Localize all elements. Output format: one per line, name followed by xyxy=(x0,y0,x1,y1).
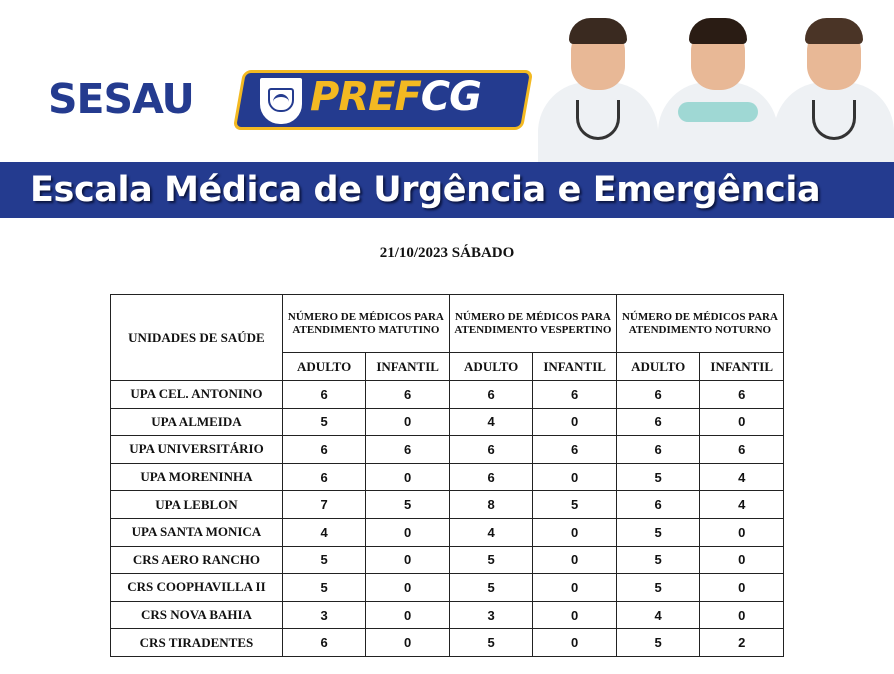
doctor-count-cell: 6 xyxy=(616,381,700,409)
doctor-count-cell: 6 xyxy=(616,491,700,519)
doctor-count-cell: 6 xyxy=(616,436,700,464)
doctor-count-cell: 6 xyxy=(366,381,450,409)
unit-name-cell: CRS COOPHAVILLA II xyxy=(111,574,283,602)
unit-name-cell: UPA LEBLON xyxy=(111,491,283,519)
unit-name-cell: UPA ALMEIDA xyxy=(111,408,283,436)
doctor-count-cell: 0 xyxy=(366,574,450,602)
doctor-count-cell: 0 xyxy=(700,574,784,602)
doctor-count-cell: 2 xyxy=(700,629,784,657)
doctor-count-cell: 3 xyxy=(449,601,533,629)
unit-name-cell: UPA UNIVERSITÁRIO xyxy=(111,436,283,464)
doctor-count-cell: 8 xyxy=(449,491,533,519)
table-row xyxy=(111,381,784,409)
unit-name-cell: UPA SANTA MONICA xyxy=(111,518,283,546)
table-row xyxy=(111,574,784,602)
doctor-count-cell: 0 xyxy=(700,601,784,629)
doctor-count-cell: 0 xyxy=(366,518,450,546)
table-row xyxy=(111,518,784,546)
doctor-count-cell: 6 xyxy=(282,436,366,464)
unit-name-cell: CRS NOVA BAHIA xyxy=(111,601,283,629)
doctor-count-cell: 5 xyxy=(616,574,700,602)
table-row xyxy=(111,601,784,629)
subheader-adulto: ADULTO xyxy=(282,353,366,381)
period-header-matutino: NÚMERO DE MÉDICOS PARA ATENDIMENTO MATUTINO xyxy=(282,295,449,353)
unit-name-cell: UPA CEL. ANTONINO xyxy=(111,381,283,409)
doctor-count-cell: 5 xyxy=(282,574,366,602)
doctor-count-cell: 0 xyxy=(533,463,617,491)
prefcg-logo-text xyxy=(310,74,481,120)
city-crest-icon xyxy=(258,76,304,126)
doctor-count-cell: 0 xyxy=(366,463,450,491)
page-title: Escala Médica de Urgência e Emergência xyxy=(30,170,821,210)
schedule-date: 21/10/2023 SÁBADO xyxy=(379,245,515,261)
unit-column-header: UNIDADES DE SAÚDE xyxy=(111,295,283,381)
subheader-adulto: ADULTO xyxy=(616,353,700,381)
header-banner xyxy=(0,0,894,218)
doctor-figure xyxy=(774,2,894,162)
doctor-count-cell: 6 xyxy=(533,381,617,409)
subheader-infantil: INFANTIL xyxy=(533,353,617,381)
doctor-count-cell: 6 xyxy=(449,381,533,409)
doctors-photo xyxy=(530,0,894,162)
doctor-count-cell: 0 xyxy=(700,546,784,574)
doctor-count-cell: 0 xyxy=(366,546,450,574)
doctor-count-cell: 5 xyxy=(366,491,450,519)
doctor-count-cell: 4 xyxy=(449,518,533,546)
doctor-count-cell: 7 xyxy=(282,491,366,519)
doctor-count-cell: 6 xyxy=(449,463,533,491)
doctor-count-cell: 0 xyxy=(533,546,617,574)
unit-name-cell: UPA MORENINHA xyxy=(111,463,283,491)
doctor-count-cell: 0 xyxy=(533,574,617,602)
doctor-count-cell: 0 xyxy=(700,408,784,436)
doctor-count-cell: 0 xyxy=(700,518,784,546)
table-row xyxy=(111,491,784,519)
table-row xyxy=(111,629,784,657)
schedule-table xyxy=(110,294,784,657)
unit-name-cell: CRS TIRADENTES xyxy=(111,629,283,657)
period-header-vespertino: NÚMERO DE MÉDICOS PARA ATENDIMENTO VESPERTINO xyxy=(449,295,616,353)
doctor-count-cell: 6 xyxy=(449,436,533,464)
doctor-figure xyxy=(538,2,658,162)
doctor-count-cell: 5 xyxy=(616,546,700,574)
table-row xyxy=(111,408,784,436)
doctor-count-cell: 5 xyxy=(533,491,617,519)
doctor-figure xyxy=(658,2,778,162)
period-header-noturno: NÚMERO DE MÉDICOS PARA ATENDIMENTO NOTURNO xyxy=(616,295,783,353)
doctor-count-cell: 6 xyxy=(282,381,366,409)
doctor-count-cell: 3 xyxy=(282,601,366,629)
doctor-count-cell: 5 xyxy=(449,546,533,574)
table-body xyxy=(111,381,784,657)
doctor-count-cell: 0 xyxy=(533,601,617,629)
table-row xyxy=(111,436,784,464)
doctor-count-cell: 4 xyxy=(616,601,700,629)
doctor-count-cell: 6 xyxy=(700,436,784,464)
table-row xyxy=(111,463,784,491)
subheader-infantil: INFANTIL xyxy=(366,353,450,381)
doctor-count-cell: 5 xyxy=(449,574,533,602)
doctor-count-cell: 5 xyxy=(616,463,700,491)
unit-name-cell: CRS AERO RANCHO xyxy=(111,546,283,574)
doctor-count-cell: 0 xyxy=(533,518,617,546)
doctor-count-cell: 5 xyxy=(282,546,366,574)
doctor-count-cell: 6 xyxy=(366,436,450,464)
doctor-count-cell: 4 xyxy=(700,463,784,491)
doctor-count-cell: 6 xyxy=(533,436,617,464)
prefcg-logo-cg: CG xyxy=(420,74,481,120)
doctor-count-cell: 0 xyxy=(533,408,617,436)
subheader-infantil: INFANTIL xyxy=(700,353,784,381)
table-row xyxy=(111,546,784,574)
doctor-count-cell: 0 xyxy=(366,408,450,436)
doctor-count-cell: 6 xyxy=(616,408,700,436)
doctor-count-cell: 6 xyxy=(282,629,366,657)
doctor-count-cell: 5 xyxy=(616,518,700,546)
subheader-adulto: ADULTO xyxy=(449,353,533,381)
doctor-count-cell: 4 xyxy=(700,491,784,519)
doctor-count-cell: 0 xyxy=(533,629,617,657)
prefcg-logo-pref: PREF xyxy=(310,74,421,120)
doctor-count-cell: 0 xyxy=(366,629,450,657)
doctor-count-cell: 0 xyxy=(366,601,450,629)
doctor-count-cell: 6 xyxy=(282,463,366,491)
doctor-count-cell: 4 xyxy=(449,408,533,436)
sesau-logo: SESAU xyxy=(48,75,194,123)
doctor-count-cell: 4 xyxy=(282,518,366,546)
doctor-count-cell: 6 xyxy=(700,381,784,409)
doctor-count-cell: 5 xyxy=(282,408,366,436)
doctor-count-cell: 5 xyxy=(616,629,700,657)
doctor-count-cell: 5 xyxy=(449,629,533,657)
